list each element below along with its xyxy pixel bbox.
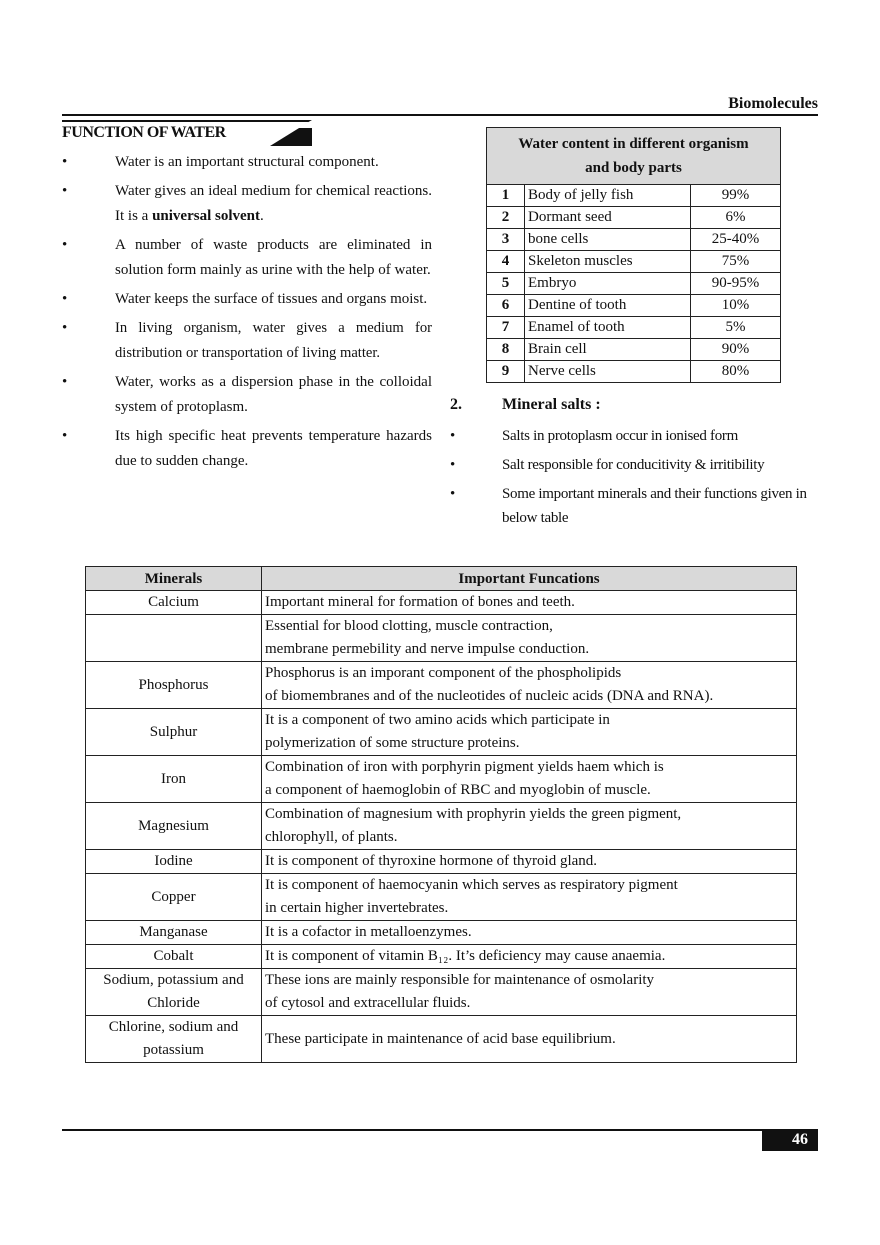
- bullet-icon: •: [62, 291, 68, 307]
- table-cell: Dormant seed: [525, 207, 691, 229]
- table-row: [86, 921, 797, 945]
- table-row: [86, 615, 797, 662]
- table-cell: 1: [487, 185, 525, 207]
- list-item: • In living organism, water gives a medium for distribution or transportation of living matter.: [62, 316, 432, 366]
- bullet-icon: •: [450, 486, 455, 502]
- table-row: [86, 1016, 797, 1063]
- list-item: • Water gives an ideal medium for chemical reactions. It is a universal solvent.: [62, 179, 432, 229]
- list-item: • Water keeps the surface of tissues and organs moist.: [62, 287, 432, 312]
- table-cell: 9: [487, 361, 525, 383]
- table-cell: Body of jelly fish: [525, 185, 691, 207]
- mineral-salts-title: Mineral salts :: [502, 396, 601, 413]
- minerals-table: [85, 566, 797, 1063]
- table-row: [86, 850, 797, 874]
- table-row: [86, 874, 797, 921]
- table-row: [86, 591, 797, 615]
- table-row: [487, 207, 781, 229]
- table-row: [86, 969, 797, 1016]
- table-cell: 75%: [691, 251, 781, 273]
- table-cell: Nerve cells: [525, 361, 691, 383]
- list-item: • Salts in protoplasm occur in ionised form: [450, 424, 820, 448]
- table-row: [487, 295, 781, 317]
- table-row: [487, 361, 781, 383]
- table-cell: Sulphur: [86, 709, 262, 756]
- table-cell: Embryo: [525, 273, 691, 295]
- table-cell: Copper: [86, 874, 262, 921]
- table-cell: 90%: [691, 339, 781, 361]
- water-content-table: [486, 127, 781, 383]
- table-row: [487, 251, 781, 273]
- table-cell: Manganase: [86, 921, 262, 945]
- table-cell: These ions are mainly responsible for maintenance of osmolarity of cytosol and extracellular fluids.: [262, 969, 797, 1016]
- table-cell: 6: [487, 295, 525, 317]
- table-cell: 4: [487, 251, 525, 273]
- table-cell: 25-40%: [691, 229, 781, 251]
- table-cell: 6%: [691, 207, 781, 229]
- table-cell: Brain cell: [525, 339, 691, 361]
- table-row: [86, 662, 797, 709]
- bullet-icon: •: [450, 457, 455, 473]
- footer-rule: [62, 1129, 818, 1131]
- table-row: [487, 273, 781, 295]
- table-row: [487, 185, 781, 207]
- section-number: 2.: [450, 396, 462, 413]
- table-cell: [86, 615, 262, 662]
- table-cell: Important mineral for formation of bones and teeth.: [262, 591, 797, 615]
- table-row: [487, 339, 781, 361]
- table-header-row: [487, 128, 781, 185]
- table-cell: 90-95%: [691, 273, 781, 295]
- table-cell: Chlorine, sodium and potassium: [86, 1016, 262, 1063]
- table-cell: Combination of magnesium with prophyrin yields the green pigment, chlorophyll, of plants.: [262, 803, 797, 850]
- list-item: • A number of waste products are eliminated in solution form mainly as urine with the help of water.: [62, 233, 432, 283]
- list-item: • Some important minerals and their functions given in below table: [450, 482, 820, 530]
- list-item: • Salt responsible for conducitivity & irritibility: [450, 453, 820, 477]
- table-cell: bone cells: [525, 229, 691, 251]
- bullet-icon: •: [62, 183, 68, 199]
- water-functions-list: [62, 150, 432, 478]
- table-cell: 7: [487, 317, 525, 339]
- table-cell: These participate in maintenance of acid base equilibrium.: [262, 1016, 797, 1063]
- mineral-salts-heading: [450, 396, 601, 414]
- bullet-icon: •: [62, 154, 68, 170]
- table-cell: Iodine: [86, 850, 262, 874]
- table-cell: It is component of vitamin B₁₂. It’s deficiency may cause anaemia.: [262, 945, 797, 969]
- table-cell: Dentine of tooth: [525, 295, 691, 317]
- list-item: • Water, works as a dispersion phase in the colloidal system of protoplasm.: [62, 370, 432, 420]
- table-row: [487, 229, 781, 251]
- table-cell: Essential for blood clotting, muscle contraction, membrane permebility and nerve impulse conduction.: [262, 615, 797, 662]
- table-row: [86, 803, 797, 850]
- table-cell: 10%: [691, 295, 781, 317]
- column-header-functions: Important Funcations: [262, 567, 797, 591]
- list-item: • Water is an important structural component.: [62, 150, 432, 175]
- table-cell: Calcium: [86, 591, 262, 615]
- page-number: 46: [762, 1129, 818, 1151]
- bullet-icon: •: [450, 428, 455, 444]
- table-cell: Phosphorus is an imporant component of the phospholipids of biomembranes and of the nucleotides of nucleic acids (DNA and RNA).: [262, 662, 797, 709]
- bullet-icon: •: [62, 320, 68, 336]
- page-header-title: Biomolecules: [728, 95, 818, 112]
- table-cell: Combination of iron with porphyrin pigment yields haem which is a component of haemoglobin of RBC and myoglobin of muscle.: [262, 756, 797, 803]
- section-heading: [62, 120, 312, 146]
- table-cell: It is a component of two amino acids which participate in polymerization of some structure proteins.: [262, 709, 797, 756]
- mineral-salts-list: [450, 424, 820, 535]
- table-row: [487, 317, 781, 339]
- table-cell: Sodium, potassium and Chloride: [86, 969, 262, 1016]
- universal-solvent-term: universal solvent: [152, 208, 261, 224]
- table-cell: Skeleton muscles: [525, 251, 691, 273]
- table-cell: It is component of haemocyanin which serves as respiratory pigment in certain higher invertebrates.: [262, 874, 797, 921]
- header-rule: [62, 114, 818, 116]
- table-cell: 3: [487, 229, 525, 251]
- column-header-minerals: Minerals: [86, 567, 262, 591]
- table-cell: Phosphorus: [86, 662, 262, 709]
- table-cell: Cobalt: [86, 945, 262, 969]
- table-title: Water content in different organism and body parts: [487, 128, 781, 185]
- table-cell: 5%: [691, 317, 781, 339]
- bullet-icon: •: [62, 428, 68, 444]
- table-row: [86, 945, 797, 969]
- table-row: [86, 756, 797, 803]
- table-cell: Magnesium: [86, 803, 262, 850]
- table-cell: Iron: [86, 756, 262, 803]
- section-title: FUNCTION OF WATER: [62, 124, 226, 141]
- bullet-icon: •: [62, 374, 68, 390]
- table-cell: Enamel of tooth: [525, 317, 691, 339]
- bullet-icon: •: [62, 237, 68, 253]
- table-cell: 99%: [691, 185, 781, 207]
- table-cell: 5: [487, 273, 525, 295]
- table-cell: It is component of thyroxine hormone of thyroid gland.: [262, 850, 797, 874]
- table-cell: It is a cofactor in metalloenzymes.: [262, 921, 797, 945]
- table-row: [86, 709, 797, 756]
- table-cell: 80%: [691, 361, 781, 383]
- list-item: • Its high specific heat prevents temperature hazards due to sudden change.: [62, 424, 432, 474]
- table-cell: 8: [487, 339, 525, 361]
- table-cell: 2: [487, 207, 525, 229]
- table-header-row: [86, 567, 797, 591]
